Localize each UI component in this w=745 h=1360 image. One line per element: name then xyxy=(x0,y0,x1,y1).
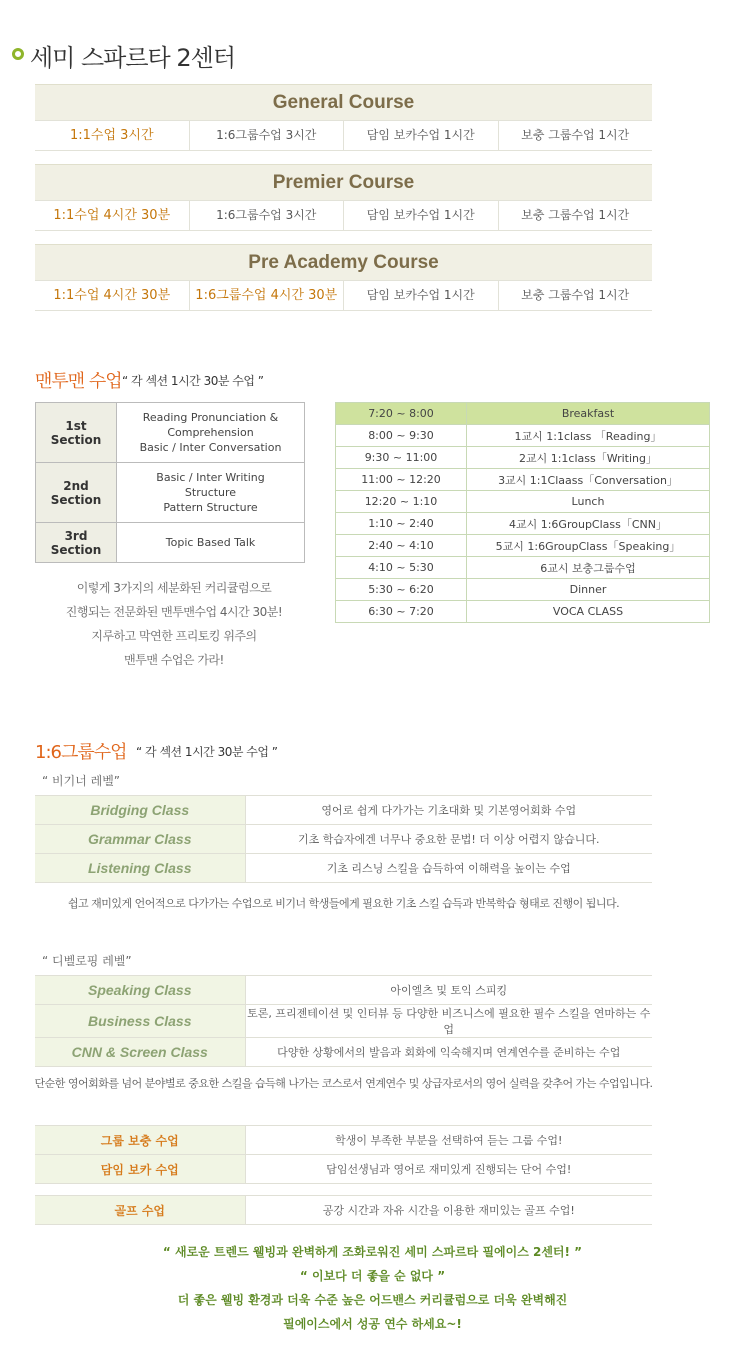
schedule-table xyxy=(335,402,710,623)
group-subtitle: “ 각 섹션 1시간 30분 수업 ” xyxy=(136,745,278,759)
class-desc: 영어로 쉽게 다가가는 기초대화 및 기본영어회화 수업 xyxy=(245,796,652,825)
class-name: 골프 수업 xyxy=(35,1196,245,1225)
schedule-time: 5:30 ~ 6:20 xyxy=(336,579,467,601)
bullet-circle-icon xyxy=(12,48,24,60)
developing-level-label: “ 디벨로핑 레벨” xyxy=(42,954,132,968)
schedule-activity: VOCA CLASS xyxy=(467,601,710,623)
schedule-time: 2:40 ~ 4:10 xyxy=(336,535,467,557)
course-row-general xyxy=(35,120,652,151)
schedule-activity: Dinner xyxy=(467,579,710,601)
section-name: 2nd Section xyxy=(36,463,117,523)
beginner-caption: 쉽고 재미있게 언어적으로 다가가는 수업으로 비기너 학생들에게 필요한 기초 스킬 습득과 반복학습 형태로 진행이 됩니다. xyxy=(67,897,620,910)
course-title-premier: Premier Course xyxy=(35,164,652,200)
class-name: CNN & Screen Class xyxy=(35,1038,245,1067)
beginner-level-label: “ 비기너 레벨” xyxy=(42,774,121,788)
schedule-activity: 2교시 1:1class「Writing」 xyxy=(467,447,710,469)
course-item: 1:6그룹수업 3시간 xyxy=(190,121,345,150)
schedule-time: 8:00 ~ 9:30 xyxy=(336,425,467,447)
class-name: Bridging Class xyxy=(35,796,245,825)
extra-classes-table xyxy=(35,1125,652,1184)
course-title-general: General Course xyxy=(35,84,652,120)
group-title: 1:6그룹수업 xyxy=(35,742,127,763)
schedule-time: 9:30 ~ 11:00 xyxy=(336,447,467,469)
schedule-activity: 3교시 1:1Claass「Conversation」 xyxy=(467,469,710,491)
class-desc: 토론, 프리젠테이션 및 인터뷰 등 다양한 비즈니스에 필요한 필수 스킬을 연마하는 수업 xyxy=(245,1005,652,1038)
course-item: 1:6그룹수업 4시간 30분 xyxy=(190,281,345,310)
class-desc: 기초 리스닝 스킬을 습득하여 이해력을 높이는 수업 xyxy=(245,854,652,883)
class-desc: 아이엘츠 및 토익 스피킹 xyxy=(245,976,652,1005)
section-desc: Basic / Inter Writing Structure Pattern Structure xyxy=(117,463,305,523)
mtm-caption: 이렇게 3가지의 세분화된 커리큘럼으로 진행되는 전문화된 맨투맨수업 4시간 30분! 지루하고 막연한 프리토킹 위주의 맨투맨 수업은 가라! xyxy=(65,581,283,667)
schedule-time: 12:20 ~ 1:10 xyxy=(336,491,467,513)
course-item: 보충 그룹수업 1시간 xyxy=(521,208,630,222)
section-name: 1st Section xyxy=(36,403,117,463)
course-item: 담임 보카수업 1시간 xyxy=(344,121,499,150)
class-name: 그룹 보충 수업 xyxy=(35,1126,245,1155)
class-desc: 학생이 부족한 부분을 선택하여 듣는 그룹 수업! xyxy=(245,1126,652,1155)
footer-text: “ 새로운 트렌드 웰빙과 완벽하게 조화로워진 세미 스파르타 필에이스 2센터! ” “ 이보다 더 좋을 순 없다 ” 더 좋은 웰빙 환경과 더욱 수준 높은 어드밴스 커리큘럼으로 더욱 완벽해진 필에이스에서 성공 연수 하세요~! xyxy=(162,1245,583,1331)
course-item: 1:1수업 4시간 30분 xyxy=(35,281,190,310)
developing-table xyxy=(35,975,652,1067)
section-table xyxy=(35,402,305,563)
course-item: 담임 보카수업 1시간 xyxy=(344,281,499,310)
schedule-time: 11:00 ~ 12:20 xyxy=(336,469,467,491)
course-item: 1:6그룹수업 3시간 xyxy=(190,201,345,230)
developing-caption: 단순한 영어회화를 넘어 분야별로 중요한 스킬을 습득해 나가는 코스로서 연계연수 및 상급자로서의 영어 실력을 갖추어 가는 수업입니다. xyxy=(34,1077,653,1090)
schedule-activity: 4교시 1:6GroupClass「CNN」 xyxy=(467,513,710,535)
course-row-pre-academy xyxy=(35,280,652,311)
course-item: 보충 그룹수업 1시간 xyxy=(521,288,630,302)
schedule-time: 6:30 ~ 7:20 xyxy=(336,601,467,623)
page-title: 세미 스파르타 2센터 xyxy=(30,44,235,72)
class-name: Speaking Class xyxy=(35,976,245,1005)
schedule-activity: 1교시 1:1class 「Reading」 xyxy=(467,425,710,447)
class-desc: 공강 시간과 자유 시간을 이용한 재미있는 골프 수업! xyxy=(245,1196,652,1225)
mtm-title: 맨투맨 수업 xyxy=(35,371,122,392)
class-desc: 담임선생님과 영어로 재미있게 진행되는 단어 수업! xyxy=(245,1155,652,1184)
course-item: 1:1수업 3시간 xyxy=(35,121,190,150)
course-item: 보충 그룹수업 1시간 xyxy=(521,128,630,142)
course-item: 담임 보카수업 1시간 xyxy=(344,201,499,230)
class-name: Listening Class xyxy=(35,854,245,883)
section-name: 3rd Section xyxy=(36,523,117,563)
schedule-activity: Lunch xyxy=(467,491,710,513)
schedule-activity: 5교시 1:6GroupClass「Speaking」 xyxy=(467,535,710,557)
class-desc: 기초 학습자에겐 너무나 중요한 문법! 더 이상 어렵지 않습니다. xyxy=(245,825,652,854)
mtm-subtitle: “ 각 섹션 1시간 30분 수업 ” xyxy=(122,374,264,388)
schedule-time: 7:20 ~ 8:00 xyxy=(336,403,467,425)
class-name: Business Class xyxy=(35,1005,245,1038)
schedule-activity: Breakfast xyxy=(467,403,710,425)
section-desc: Topic Based Talk xyxy=(117,523,305,563)
schedule-activity: 6교시 보충그룹수업 xyxy=(467,557,710,579)
golf-table xyxy=(35,1195,652,1225)
beginner-table xyxy=(35,795,652,883)
course-item: 1:1수업 4시간 30분 xyxy=(35,201,190,230)
schedule-time: 4:10 ~ 5:30 xyxy=(336,557,467,579)
schedule-time: 1:10 ~ 2:40 xyxy=(336,513,467,535)
class-name: Grammar Class xyxy=(35,825,245,854)
section-desc: Reading Pronunciation & Comprehension Basic / Inter Conversation xyxy=(117,403,305,463)
course-title-pre-academy: Pre Academy Course xyxy=(35,244,652,280)
class-name: 담임 보카 수업 xyxy=(35,1155,245,1184)
course-row-premier xyxy=(35,200,652,231)
class-desc: 다양한 상황에서의 발음과 회화에 익숙해지며 연계연수를 준비하는 수업 xyxy=(245,1038,652,1067)
